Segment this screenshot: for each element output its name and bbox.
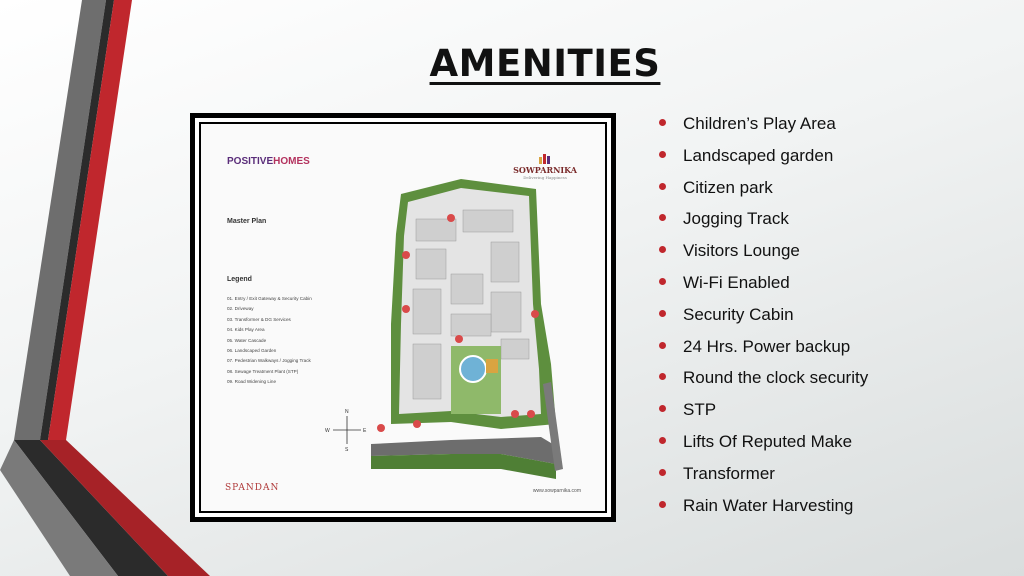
amenity-item: Children’s Play Area bbox=[658, 112, 868, 144]
amenity-item: Citizen park bbox=[658, 176, 868, 208]
legend-item: 01. Entry / Exit Gateway & Security Cabin bbox=[227, 296, 312, 301]
amenity-item: Lifts Of Reputed Make bbox=[658, 430, 868, 462]
compass-north: N bbox=[345, 409, 349, 415]
amenity-item: 24 Hrs. Power backup bbox=[658, 335, 868, 367]
legend-item: 07. Pedestrian Walkways / Jogging Track bbox=[227, 358, 311, 364]
legend-list bbox=[227, 294, 312, 388]
master-plan-frame bbox=[190, 113, 616, 522]
sowparnika-tagline: Delivering Happiness bbox=[523, 175, 567, 180]
amenity-item: Rain Water Harvesting bbox=[658, 494, 868, 526]
legend-item: 08. Sewage Treatment Plant (STP) bbox=[227, 368, 299, 374]
amenity-item: Security Cabin bbox=[658, 303, 868, 335]
legend-item: 03. Transformer & DG Services bbox=[227, 316, 291, 322]
sowparnika-name: SOWPARNIKA bbox=[513, 165, 577, 175]
legend-item: 04. Kids Play Area bbox=[227, 327, 265, 333]
sowparnika-logo bbox=[513, 154, 577, 180]
legend-item: 05. Water Cascade bbox=[227, 337, 267, 343]
website-url: www.sowparnika.com bbox=[532, 488, 581, 494]
amenity-item: Wi-Fi Enabled bbox=[658, 271, 868, 303]
brand-left-part-a: POSITIVE bbox=[227, 156, 274, 167]
compass-rose bbox=[333, 416, 361, 444]
positive-homes-logo bbox=[227, 156, 310, 167]
amenity-item: Landscaped garden bbox=[658, 144, 868, 176]
legend-item: 09. Road Widening Line bbox=[227, 379, 277, 385]
amenity-item: STP bbox=[658, 398, 868, 430]
amenity-item: Transformer bbox=[658, 462, 868, 494]
legend-item: 02. Driveway bbox=[227, 306, 254, 312]
compass-east: E bbox=[363, 428, 367, 434]
master-plan-image bbox=[199, 122, 607, 513]
amenity-item: Round the clock security bbox=[658, 366, 868, 398]
amenities-list bbox=[658, 112, 868, 525]
project-name: SPANDAN bbox=[225, 483, 280, 493]
legend-item: 06. Landscaped Garden bbox=[227, 348, 277, 354]
amenity-item: Visitors Lounge bbox=[658, 239, 868, 271]
slide-title: AMENITIES bbox=[429, 42, 661, 85]
kids-play-area bbox=[486, 359, 498, 373]
compass-south: S bbox=[345, 447, 349, 453]
legend-title: Legend bbox=[227, 276, 252, 283]
master-plan-heading: Master Plan bbox=[227, 218, 267, 225]
sowparnika-mark-icon bbox=[538, 154, 552, 164]
amenity-item: Jogging Track bbox=[658, 207, 868, 239]
brand-left-part-b: HOMES bbox=[273, 156, 310, 167]
water-cascade bbox=[460, 356, 486, 382]
compass-west: W bbox=[325, 428, 330, 434]
